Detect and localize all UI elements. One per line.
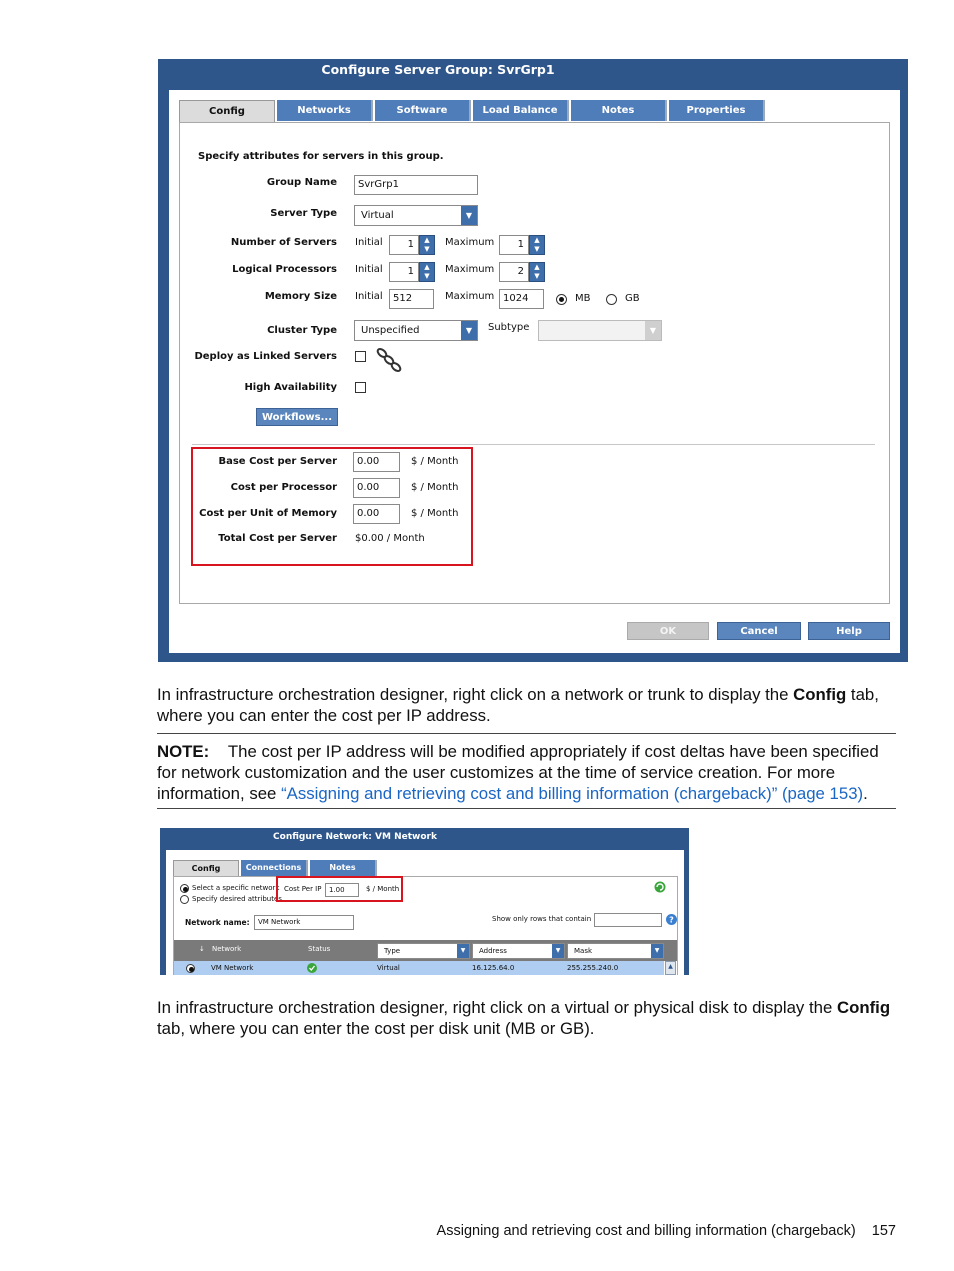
- dialog-title: Configure Server Group: SvrGrp1: [321, 62, 555, 77]
- chevron-down-icon: ▼: [645, 321, 661, 340]
- cluster-type-value: Unspecified: [361, 325, 420, 336]
- cost-per-processor-label: Cost per Processor: [230, 482, 337, 493]
- server-type-label: Server Type: [270, 208, 337, 219]
- cost-per-ip-unit: $ / Month: [366, 885, 400, 893]
- tab-properties[interactable]: Properties: [669, 100, 765, 121]
- num-servers-max-spinner[interactable]: [529, 235, 545, 255]
- tab-config[interactable]: Config: [173, 860, 239, 877]
- tab-load-balance[interactable]: Load Balance: [473, 100, 569, 121]
- logical-proc-initial-input[interactable]: 1: [389, 262, 419, 282]
- logical-proc-initial-spinner[interactable]: [419, 262, 435, 282]
- col-type: Type: [384, 947, 401, 955]
- svg-text:?: ?: [669, 915, 674, 925]
- high-availability-label: High Availability: [244, 382, 337, 393]
- row-address: 16.125.64.0: [472, 964, 515, 972]
- linked-servers-label: Deploy as Linked Servers: [194, 351, 337, 362]
- gb-label: GB: [625, 293, 640, 304]
- col-mask: Mask: [574, 947, 593, 955]
- specify-attributes-radio[interactable]: [180, 895, 189, 904]
- specify-attributes-label: Specify desired attributes: [192, 895, 282, 903]
- note-block: [157, 741, 897, 804]
- para2-text: In infrastructure orchestration designer, right click on a virtual or physical disk to display the: [157, 998, 837, 1017]
- scroll-up-icon[interactable]: ▲: [668, 963, 673, 970]
- note-end: .: [863, 784, 868, 803]
- logical-proc-initial-label: Initial: [355, 264, 383, 275]
- mb-label: MB: [575, 293, 591, 304]
- cost-per-memory-label: Cost per Unit of Memory: [199, 508, 337, 519]
- cost-per-ip-input[interactable]: 1.00: [325, 883, 359, 897]
- chargeback-link[interactable]: “Assigning and retrieving cost and billing information (chargeback)” (page 153): [281, 784, 864, 803]
- tab-notes[interactable]: Notes: [571, 100, 667, 121]
- subtype-label: Subtype: [488, 322, 530, 333]
- group-name-input[interactable]: SvrGrp1: [354, 175, 478, 195]
- logical-proc-label: Logical Processors: [232, 264, 337, 275]
- note-rule-top: [157, 733, 896, 734]
- page-number: 157: [871, 1223, 896, 1239]
- base-cost-unit: $ / Month: [411, 456, 459, 467]
- group-name-label: Group Name: [266, 177, 337, 188]
- num-servers-initial-label: Initial: [355, 237, 383, 248]
- cost-per-processor-unit: $ / Month: [411, 482, 459, 493]
- col-address-filter[interactable]: [472, 943, 565, 959]
- col-address: Address: [479, 947, 507, 955]
- num-servers-initial-input[interactable]: 1: [389, 235, 419, 255]
- tab-config[interactable]: Config: [179, 100, 275, 123]
- network-name-input[interactable]: VM Network: [254, 915, 354, 930]
- chevron-down-icon: ▼: [651, 944, 663, 958]
- tab-connections[interactable]: Connections: [241, 860, 308, 876]
- logical-proc-max-label: Maximum: [445, 264, 495, 275]
- gb-radio[interactable]: [606, 294, 617, 305]
- network-dialog-title: Configure Network: VM Network: [273, 832, 437, 842]
- memory-initial-input[interactable]: 512: [389, 289, 434, 309]
- logical-proc-max-input[interactable]: 2: [499, 262, 529, 282]
- divider: [192, 444, 875, 445]
- page-footer: [300, 1223, 896, 1239]
- chevron-down-icon: ▼: [534, 272, 540, 280]
- tab-notes[interactable]: Notes: [310, 860, 377, 876]
- note-label: NOTE:: [157, 742, 210, 761]
- para1-text-end: tab, where you can enter the cost per IP address.: [157, 685, 879, 725]
- cluster-type-label: Cluster Type: [267, 325, 337, 336]
- para1-bold: Config: [793, 685, 847, 704]
- chevron-down-icon: ▼: [534, 245, 540, 253]
- chevron-up-icon: ▲: [534, 236, 540, 244]
- server-type-select[interactable]: [354, 205, 478, 226]
- num-servers-initial-spinner[interactable]: [419, 235, 435, 255]
- row-select-radio[interactable]: [186, 964, 195, 973]
- para2-text-end: tab, where you can enter the cost per disk unit (MB or GB).: [157, 1019, 595, 1038]
- logical-proc-max-spinner[interactable]: [529, 262, 545, 282]
- cancel-button[interactable]: Cancel: [717, 622, 801, 640]
- chevron-down-icon: ▼: [457, 944, 469, 958]
- filter-input[interactable]: [594, 913, 662, 927]
- memory-size-label: Memory Size: [264, 291, 337, 302]
- server-type-value: Virtual: [361, 210, 394, 221]
- linked-servers-checkbox[interactable]: [355, 351, 366, 362]
- chevron-down-icon: ▼: [552, 944, 564, 958]
- memory-max-label: Maximum: [445, 291, 495, 302]
- chevron-down-icon: ▼: [461, 321, 477, 340]
- cost-per-processor-input[interactable]: 0.00: [353, 478, 400, 498]
- network-name-label: Network name:: [185, 918, 250, 927]
- para1-text: In infrastructure orchestration designer, right click on a network or trunk to display the: [157, 685, 794, 704]
- chain-link-icon: [374, 346, 404, 374]
- help-icon[interactable]: [666, 914, 677, 925]
- sort-arrow-icon: ↓: [199, 945, 205, 953]
- mb-radio[interactable]: [556, 294, 567, 305]
- high-availability-checkbox[interactable]: [355, 382, 366, 393]
- memory-initial-label: Initial: [355, 291, 383, 302]
- subtype-select[interactable]: [538, 320, 662, 341]
- chevron-up-icon: ▲: [534, 263, 540, 271]
- cost-per-ip-label: Cost Per IP: [284, 885, 322, 893]
- cost-per-memory-unit: $ / Month: [411, 508, 459, 519]
- paragraph-disk-config: [157, 997, 897, 1039]
- status-ok-icon: [307, 963, 317, 973]
- base-cost-input[interactable]: 0.00: [353, 452, 400, 472]
- note-rule-bottom: [157, 808, 896, 809]
- num-servers-max-label: Maximum: [445, 237, 495, 248]
- base-cost-label: Base Cost per Server: [218, 456, 337, 467]
- total-cost-label: Total Cost per Server: [218, 533, 337, 544]
- num-servers-label: Number of Servers: [230, 237, 337, 248]
- col-type-filter[interactable]: [377, 943, 470, 959]
- memory-max-input[interactable]: 1024: [499, 289, 544, 309]
- help-button[interactable]: Help: [808, 622, 890, 640]
- refresh-icon[interactable]: [654, 881, 666, 893]
- note-text: The cost per IP address will be modified appropriately if cost deltas have been specified for network customization and the user customizes at the time of service creation. For more information, see: [157, 742, 879, 803]
- col-mask-filter[interactable]: [567, 943, 664, 959]
- tab-software[interactable]: Software: [375, 100, 471, 121]
- scrollbar[interactable]: [665, 961, 676, 975]
- ok-button[interactable]: OK: [627, 622, 709, 640]
- chevron-up-icon: ▲: [424, 263, 430, 271]
- chevron-down-icon: ▼: [424, 272, 430, 280]
- tab-networks[interactable]: Networks: [277, 100, 373, 121]
- row-mask: 255.255.240.0: [567, 964, 619, 972]
- filter-label: Show only rows that contain: [492, 915, 592, 923]
- row-type: Virtual: [377, 964, 400, 972]
- workflows-button[interactable]: Workflows...: [256, 408, 338, 426]
- para2-bold: Config: [836, 998, 891, 1017]
- chevron-down-icon: ▼: [461, 206, 477, 225]
- row-network: VM Network: [211, 964, 254, 972]
- paragraph-network-config: [157, 684, 897, 726]
- col-network[interactable]: Network: [212, 945, 242, 953]
- cluster-type-select[interactable]: [354, 320, 478, 341]
- total-cost-value: $0.00 / Month: [355, 533, 425, 544]
- cost-per-memory-input[interactable]: 0.00: [353, 504, 400, 524]
- select-network-label: Select a specific network: [192, 884, 280, 892]
- intro-text: Specify attributes for servers in this group.: [198, 151, 444, 162]
- col-status[interactable]: Status: [308, 945, 331, 953]
- chevron-down-icon: ▼: [424, 245, 430, 253]
- chevron-up-icon: ▲: [424, 236, 430, 244]
- footer-text: Assigning and retrieving cost and billing information (chargeback): [436, 1223, 856, 1239]
- num-servers-max-input[interactable]: 1: [499, 235, 529, 255]
- select-network-radio[interactable]: [180, 884, 189, 893]
